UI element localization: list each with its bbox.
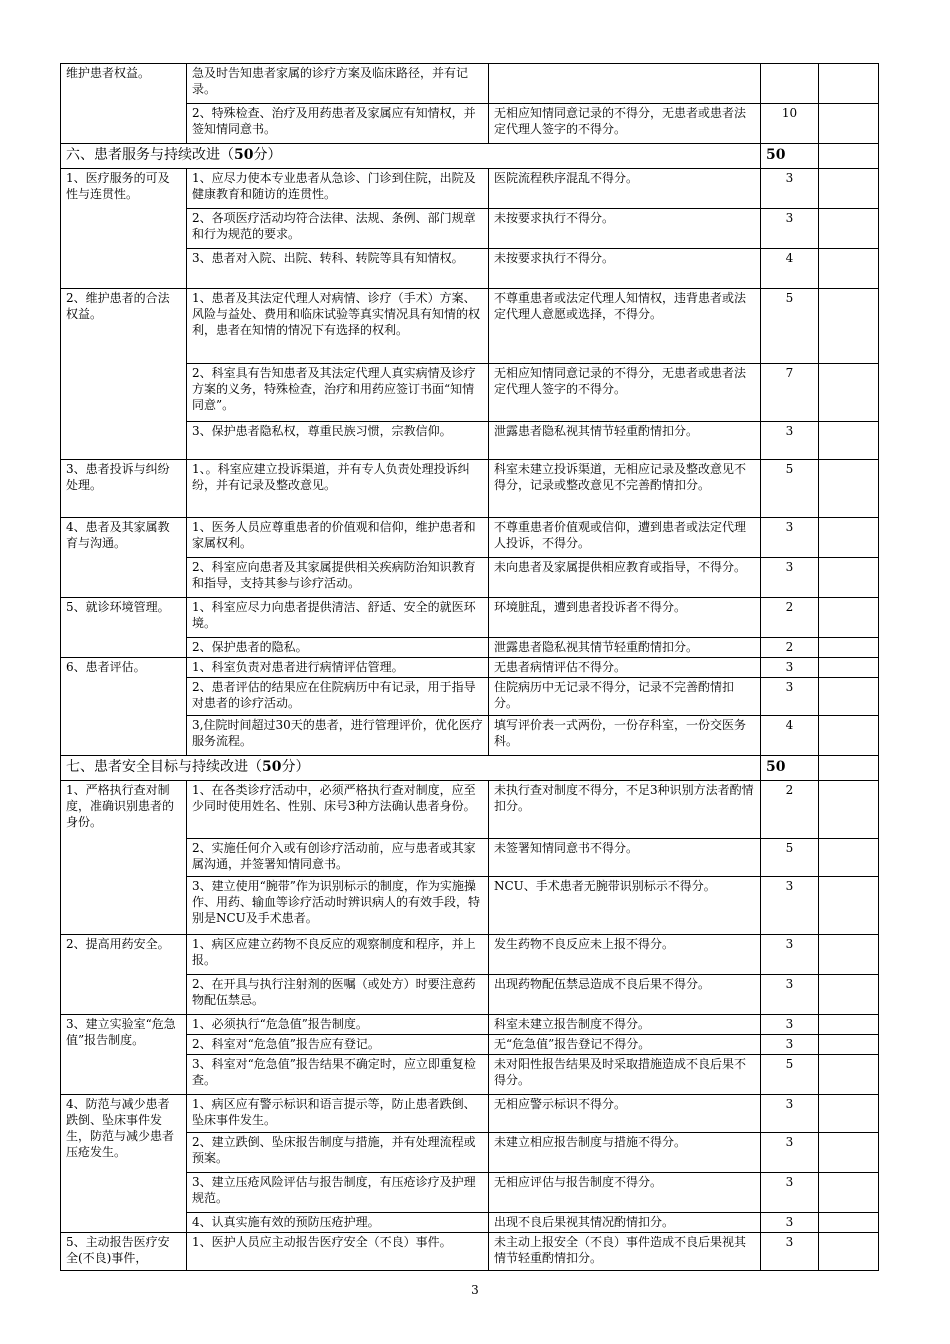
requirement-cell: 3、保护患者隐私权，尊重民族习惯，宗教信仰。 — [187, 422, 489, 460]
requirement-cell: 3、患者对入院、出院、转科、转院等具有知情权。 — [187, 249, 489, 289]
requirement-cell: 2、科室应向患者及其家属提供相关疾病防治知识教育和指导，支持其参与诊疗活动。 — [187, 558, 489, 598]
actual-score-cell — [819, 1133, 879, 1173]
score-cell: 10 — [761, 104, 819, 144]
score-cell: 3 — [761, 678, 819, 716]
criteria-cell: 无患者病情评估不得分。 — [489, 658, 761, 678]
criteria-cell: 无相应警示标识不得分。 — [489, 1095, 761, 1133]
score-cell: 3 — [761, 1233, 819, 1271]
table-row — [61, 460, 879, 518]
actual-score-cell — [819, 144, 879, 169]
score-cell: 5 — [761, 1055, 819, 1095]
requirement-cell: 2、实施任何介入或有创诊疗活动前，应与患者或其家属沟通，并签署知情同意书。 — [187, 839, 489, 877]
criteria-cell: 未主动上报安全（不良）事件造成不良后果视其情节轻重酌情扣分。 — [489, 1233, 761, 1271]
actual-score-cell — [819, 209, 879, 249]
criteria-cell: 无相应知情同意记录的不得分，无患者或患者法定代理人签字的不得分。 — [489, 364, 761, 422]
item-cell: 1、医疗服务的可及性与连贯性。 — [61, 169, 187, 289]
score-cell — [761, 64, 819, 104]
criteria-cell: 泄露患者隐私视其情节轻重酌情扣分。 — [489, 422, 761, 460]
item-cell: 3、患者投诉与纠纷处理。 — [61, 460, 187, 518]
item-cell: 4、防范与减少患者跌倒、坠床事件发生，防范与减少患者压疮发生。 — [61, 1095, 187, 1233]
requirement-cell: 1、病区应建立药物不良反应的观察制度和程序，并上报。 — [187, 935, 489, 975]
table-row — [61, 169, 879, 209]
score-cell: 3 — [761, 169, 819, 209]
actual-score-cell — [819, 364, 879, 422]
criteria-cell: 科室未建立投诉渠道，无相应记录及整改意见不得分，记录或整改意见不完善酌情扣分。 — [489, 460, 761, 518]
score-cell: 3 — [761, 658, 819, 678]
criteria-cell: 未按要求执行不得分。 — [489, 209, 761, 249]
criteria-cell: 无“危急值”报告登记不得分。 — [489, 1035, 761, 1055]
score-cell: 4 — [761, 716, 819, 756]
section-total: 50 — [761, 144, 819, 169]
score-cell: 3 — [761, 1133, 819, 1173]
table-row — [61, 1095, 879, 1133]
item-cell: 6、患者评估。 — [61, 658, 187, 756]
score-cell: 3 — [761, 209, 819, 249]
criteria-cell: 环境脏乱，遭到患者投诉者不得分。 — [489, 598, 761, 638]
requirement-cell: 2、特殊检查、治疗及用药患者及家属应有知情权，并签知情同意书。 — [187, 104, 489, 144]
score-cell: 3 — [761, 518, 819, 558]
score-cell: 3 — [761, 1015, 819, 1035]
criteria-cell: 未向患者及家属提供相应教育或指导，不得分。 — [489, 558, 761, 598]
item-cell: 2、维护患者的合法权益。 — [61, 289, 187, 460]
actual-score-cell — [819, 1213, 879, 1233]
criteria-cell: 未签署知情同意书不得分。 — [489, 839, 761, 877]
actual-score-cell — [819, 598, 879, 638]
criteria-cell: 不尊重患者或法定代理人知情权，违背患者或法定代理人意愿或选择，不得分。 — [489, 289, 761, 364]
item-cell: 2、提高用药安全。 — [61, 935, 187, 1015]
criteria-cell — [489, 64, 761, 104]
criteria-cell: 不尊重患者价值观或信仰，遭到患者或法定代理人投诉，不得分。 — [489, 518, 761, 558]
actual-score-cell — [819, 1015, 879, 1035]
requirement-cell: 1、医务人员应尊重患者的价值观和信仰，维护患者和家属权利。 — [187, 518, 489, 558]
requirement-cell: 2、建立跌倒、坠床报告制度与措施，并有处理流程或预案。 — [187, 1133, 489, 1173]
requirement-cell: 2、患者评估的结果应在住院病历中有记录，用于指导对患者的诊疗活动。 — [187, 678, 489, 716]
actual-score-cell — [819, 638, 879, 658]
requirement-cell: 2、科室对“危急值”报告应有登记。 — [187, 1035, 489, 1055]
requirement-cell: 1、医护人员应主动报告医疗安全（不良）事件。 — [187, 1233, 489, 1271]
criteria-cell: 医院流程秩序混乱不得分。 — [489, 169, 761, 209]
requirement-cell: 急及时告知患者家属的诊疗方案及临床路径，并有记录。 — [187, 64, 489, 104]
score-cell: 3 — [761, 422, 819, 460]
section-title: 七、患者安全目标与持续改进（50分） — [61, 756, 761, 781]
actual-score-cell — [819, 104, 879, 144]
requirement-cell: 3、建立使用“腕带”作为识别标示的制度，作为实施操作、用药、输血等诊疗活动时辨识病人的有效手段，特别是NCU及手术患者。 — [187, 877, 489, 935]
actual-score-cell — [819, 289, 879, 364]
actual-score-cell — [819, 1035, 879, 1055]
requirement-cell: 1、应尽力使本专业患者从急诊、门诊到住院，出院及健康教育和随访的连贯性。 — [187, 169, 489, 209]
requirement-cell: 3,住院时间超过30天的患者，进行管理评价，优化医疗服务流程。 — [187, 716, 489, 756]
score-cell: 3 — [761, 975, 819, 1015]
score-cell: 3 — [761, 877, 819, 935]
criteria-cell: 未建立相应报告制度与措施不得分。 — [489, 1133, 761, 1173]
score-cell: 5 — [761, 289, 819, 364]
actual-score-cell — [819, 756, 879, 781]
requirement-cell: 3、科室对“危急值”报告结果不确定时，应立即重复检查。 — [187, 1055, 489, 1095]
requirement-cell: 2、保护患者的隐私。 — [187, 638, 489, 658]
requirement-cell: 1、。科室应建立投诉渠道，并有专人负责处理投诉纠纷，并有记录及整改意见。 — [187, 460, 489, 518]
actual-score-cell — [819, 169, 879, 209]
section-header-row — [61, 144, 879, 169]
table-row — [61, 658, 879, 678]
score-cell: 2 — [761, 598, 819, 638]
criteria-cell: 出现药物配伍禁忌造成不良后果不得分。 — [489, 975, 761, 1015]
actual-score-cell — [819, 716, 879, 756]
actual-score-cell — [819, 1055, 879, 1095]
requirement-cell: 2、各项医疗活动均符合法律、法规、条例、部门规章和行为规范的要求。 — [187, 209, 489, 249]
criteria-cell: 无相应知情同意记录的不得分，无患者或患者法定代理人签字的不得分。 — [489, 104, 761, 144]
actual-score-cell — [819, 1095, 879, 1133]
item-cell: 维护患者权益。 — [61, 64, 187, 144]
score-cell: 2 — [761, 638, 819, 658]
actual-score-cell — [819, 877, 879, 935]
actual-score-cell — [819, 422, 879, 460]
requirement-cell: 1、科室负责对患者进行病情评估管理。 — [187, 658, 489, 678]
actual-score-cell — [819, 249, 879, 289]
item-cell: 5、就诊环境管理。 — [61, 598, 187, 658]
item-cell: 1、严格执行查对制度，准确识别患者的身份。 — [61, 781, 187, 935]
page-number: 3 — [471, 1283, 479, 1297]
criteria-cell: 填写评价表一式两份，一份存科室，一份交医务科。 — [489, 716, 761, 756]
actual-score-cell — [819, 1233, 879, 1271]
actual-score-cell — [819, 64, 879, 104]
table-row — [61, 598, 879, 638]
table-row — [61, 64, 879, 104]
criteria-cell: 泄露患者隐私视其情节轻重酌情扣分。 — [489, 638, 761, 658]
score-cell: 4 — [761, 249, 819, 289]
requirement-cell: 2、科室具有告知患者及其法定代理人真实病情及诊疗方案的义务，特殊检查，治疗和用药应签订书面“知情同意”。 — [187, 364, 489, 422]
actual-score-cell — [819, 781, 879, 839]
score-cell: 3 — [761, 1035, 819, 1055]
actual-score-cell — [819, 518, 879, 558]
actual-score-cell — [819, 558, 879, 598]
requirement-cell: 4、认真实施有效的预防压疮护理。 — [187, 1213, 489, 1233]
score-cell: 5 — [761, 839, 819, 877]
score-cell: 2 — [761, 781, 819, 839]
requirement-cell: 1、在各类诊疗活动中，必须严格执行查对制度，应至少同时使用姓名、性别、床号3种方法确认患者身份。 — [187, 781, 489, 839]
requirement-cell: 1、病区应有警示标识和语言提示等，防止患者跌倒、坠床事件发生。 — [187, 1095, 489, 1133]
criteria-cell: 未按要求执行不得分。 — [489, 249, 761, 289]
actual-score-cell — [819, 975, 879, 1015]
table-row — [61, 518, 879, 558]
requirement-cell: 3、建立压疮风险评估与报告制度，有压疮诊疗及护理规范。 — [187, 1173, 489, 1213]
table-row — [61, 935, 879, 975]
actual-score-cell — [819, 935, 879, 975]
table-row — [61, 781, 879, 839]
score-cell: 5 — [761, 460, 819, 518]
score-cell: 3 — [761, 1213, 819, 1233]
requirement-cell: 1、患者及其法定代理人对病情、诊疗（手术）方案、风险与益处、费用和临床试验等真实情况具有知情的权利，患者在知情的情况下有选择的权利。 — [187, 289, 489, 364]
table-row — [61, 1015, 879, 1035]
requirement-cell: 1、科室应尽力向患者提供清洁、舒适、安全的就医环境。 — [187, 598, 489, 638]
actual-score-cell — [819, 678, 879, 716]
actual-score-cell — [819, 658, 879, 678]
section-header-row — [61, 756, 879, 781]
item-cell: 5、主动报告医疗安全(不良)事件， — [61, 1233, 187, 1271]
criteria-cell: 出现不良后果视其情况酌情扣分。 — [489, 1213, 761, 1233]
score-cell: 7 — [761, 364, 819, 422]
requirement-cell: 2、在开具与执行注射剂的医嘱（或处方）时要注意药物配伍禁忌。 — [187, 975, 489, 1015]
criteria-cell: NCU、手术患者无腕带识别标示不得分。 — [489, 877, 761, 935]
evaluation-table — [60, 63, 879, 1271]
criteria-cell: 住院病历中无记录不得分，记录不完善酌情扣分。 — [489, 678, 761, 716]
table-row — [61, 1233, 879, 1271]
score-cell: 3 — [761, 935, 819, 975]
criteria-cell: 未对阳性报告结果及时采取措施造成不良后果不得分。 — [489, 1055, 761, 1095]
requirement-cell: 1、必须执行“危急值”报告制度。 — [187, 1015, 489, 1035]
section-title: 六、患者服务与持续改进（50分） — [61, 144, 761, 169]
section-total: 50 — [761, 756, 819, 781]
score-cell: 3 — [761, 558, 819, 598]
criteria-cell: 科室未建立报告制度不得分。 — [489, 1015, 761, 1035]
actual-score-cell — [819, 839, 879, 877]
actual-score-cell — [819, 1173, 879, 1213]
item-cell: 4、患者及其家属教育与沟通。 — [61, 518, 187, 598]
item-cell: 3、建立实验室“危急值”报告制度。 — [61, 1015, 187, 1095]
score-cell: 3 — [761, 1173, 819, 1213]
actual-score-cell — [819, 460, 879, 518]
criteria-cell: 无相应评估与报告制度不得分。 — [489, 1173, 761, 1213]
table-row — [61, 289, 879, 364]
score-cell: 3 — [761, 1095, 819, 1133]
criteria-cell: 未执行查对制度不得分，不足3种识别方法者酌情扣分。 — [489, 781, 761, 839]
criteria-cell: 发生药物不良反应未上报不得分。 — [489, 935, 761, 975]
